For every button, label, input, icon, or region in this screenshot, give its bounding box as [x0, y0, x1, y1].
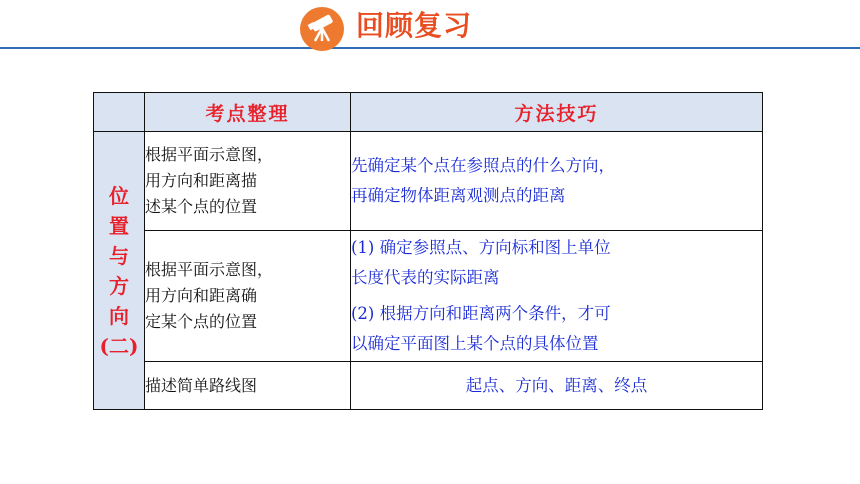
key-point-cell	[145, 132, 351, 231]
side-label-char: 向	[109, 303, 129, 328]
method-cell	[351, 132, 763, 231]
table-row	[94, 132, 763, 231]
method-line: 起点、方向、距离、终点	[465, 375, 648, 395]
method-line: 先确定某个点在参照点的什么方向，	[351, 156, 615, 175]
method-line: 长度代表的实际距离	[351, 268, 500, 287]
side-label-char: 与	[109, 243, 129, 268]
side-label-cell	[94, 132, 145, 410]
column-header-key-points: 考点整理	[145, 93, 351, 132]
table-header-row	[94, 93, 763, 132]
key-point-line: 述某个点的位置	[145, 197, 258, 216]
key-point-line: 定某个点的位置	[145, 312, 258, 331]
table-row	[94, 231, 763, 362]
header-divider	[0, 47, 860, 49]
key-point-line: 用方向和距离描	[145, 171, 258, 190]
key-point-cell	[145, 231, 351, 362]
table-corner-cell	[94, 93, 145, 132]
method-line: 再确定物体距离观测点的距离	[351, 186, 566, 205]
side-label-char: 置	[109, 213, 129, 238]
side-label-char: 方	[109, 273, 129, 298]
key-point-line: 描述简单路线图	[145, 375, 258, 395]
method-line: (2) 根据方向和距离两个条件，才可	[351, 304, 611, 323]
column-header-methods: 方法技巧	[351, 93, 763, 132]
side-label-char: (二)	[99, 333, 139, 358]
table-row	[94, 362, 763, 410]
method-cell	[351, 362, 763, 410]
page-title: 回顾复习	[356, 9, 473, 42]
method-cell	[351, 231, 763, 362]
key-point-cell	[145, 362, 351, 410]
side-label-char: 位	[109, 183, 129, 208]
key-point-line: 根据平面示意图，	[145, 260, 274, 279]
method-line: 以确定平面图上某个点的具体位置	[351, 334, 599, 353]
key-point-line: 用方向和距离确	[145, 286, 258, 305]
telescope-icon	[300, 7, 344, 51]
review-table	[93, 92, 763, 410]
key-point-line: 根据平面示意图，	[145, 145, 274, 164]
method-line: (1) 确定参照点、方向标和图上单位	[351, 238, 611, 257]
